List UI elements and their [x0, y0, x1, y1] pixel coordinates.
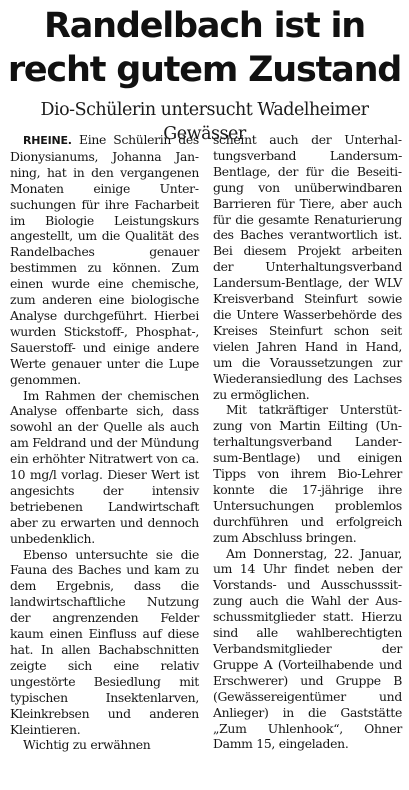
paragraph-2: Im Rahmen der chemischen Analyse offenbarte sich, dass sowohl an der Quelle als auch am Feldrand und der Mündung ein erhöhter Nitratwert von ca. 10 mg/l vorlag. Dieser Wert ist angesichts der intensiv betriebenen Landwirtschaft aber zu erwarten und dennoch unbedenklich.	[10, 387, 199, 546]
headline	[0, 4, 409, 92]
paragraph-1-text: Eine Schülerin des Dionysianums, Johanna Janning, hat in den vergangenen Monaten einige Untersuchungen für ihre Facharbeit im Biologie Leistungskurs angestellt, um die Qualität des Randelbaches genauer bestimmen zu können. Zum einen wurde eine chemische, zum anderen eine biologische Analyse durchgeführt. Hierbei wurden Stickstoff-, Phosphat-, Sauerstoff- und einige andere Werte genauer unter die Lupe genommen.	[10, 132, 199, 387]
headline-line-2: recht gutem Zustand	[7, 50, 402, 90]
paragraph-5: Mit tatkräftiger Unterstützung von Martin Eilting (Unterhaltungsverband Landersum-Bentlage) und einigen Tipps von ihrem Bio-Lehrer konnte die 17-jährige ihre Untersuchungen problemlos durchführen und erfolgreich zum Abschluss bringen.	[213, 402, 402, 545]
paragraph-4-start: Wichtig zu erwähnen	[23, 737, 151, 753]
headline-line-1: Randelbach ist in	[43, 6, 366, 46]
paragraph-1	[10, 132, 199, 388]
paragraph-4-continued: scheint auch der Unterhaltungsverband Landersum-Bentlage, der für die Beseitigung von unüberwindbaren Barrieren für Tiere, aber auch für die gesamte Renaturierung des Baches verantwortlich ist. Bei diesem Projekt arbeiten der Unterhaltungsverband Landersum-Bentlage, der WLV Kreisverband Steinfurt sowie die Untere Wasserbehörde des Kreises Steinfurt schon seit vielen Jahren Hand in Hand, um die Voraussetzungen zur Wiederansiedlung des Lachses zu ermöglichen.	[213, 132, 402, 402]
paragraph-3: Ebenso untersuchte sie die Fauna des Baches und kam zu dem Ergebnis, dass die landwirtschaftliche Nutzung der angrenzenden Felder kaum einen Einfluss auf diese hat. In allen Bachabschnitten zeigte sich eine relativ ungestörte Besiedlung mit typischen Insektenlarven, Kleinkrebsen und anderen Kleintieren.	[10, 546, 199, 737]
article-column-left	[10, 132, 199, 753]
paragraph-6: Am Donnerstag, 22. Januar, um 14 Uhr findet neben der Vorstands- und Ausschusssitzung auch die Wahl der Ausschussmitglieder statt. Hierzu sind alle wahlberechtigten Verbandsmitglieder der Gruppe A (Vorteilhabende und Erschwerer) und Gruppe B (Gewässereigentümer und Anlieger) in die Gaststätte „Zum Uhlenhook“, Ohner Damm 15, eingeladen.	[213, 545, 402, 752]
subheadline: Dio-Schülerin untersucht Wadelheimer Gewässer	[40, 100, 369, 144]
article-column-right	[213, 132, 402, 752]
dateline: RHEINE.	[23, 134, 72, 147]
